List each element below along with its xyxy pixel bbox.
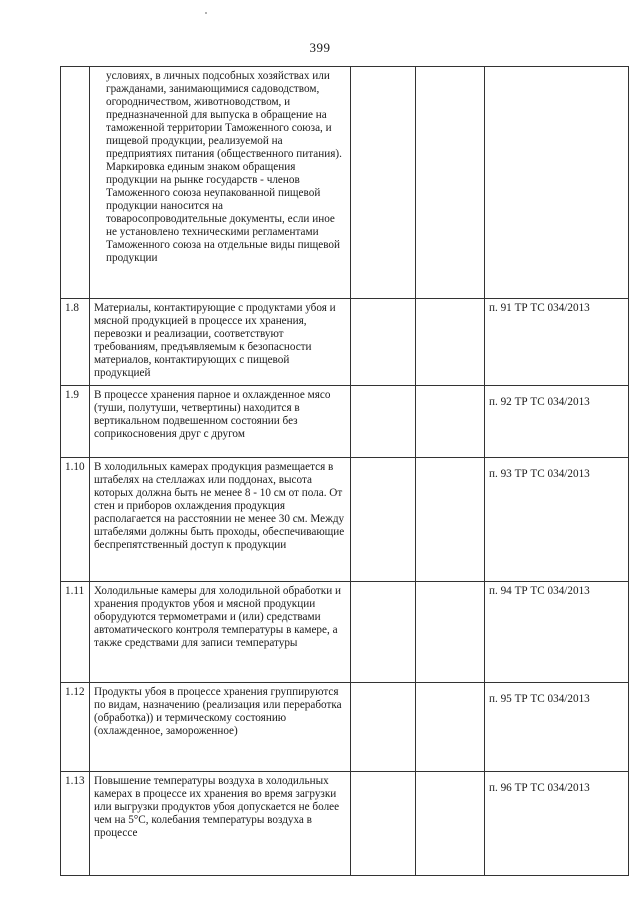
requirement-text: Продукты убоя в процессе хранения группируются по видам, назначению (реализация или переработка (обработка)) и термическому состоянию (охлажденное, замороженное) (90, 683, 351, 772)
table-row (61, 67, 629, 299)
answer-cell-yes (351, 683, 416, 772)
regulation-reference: п. 91 ТР ТС 034/2013 (485, 299, 629, 386)
answer-cell-no (416, 299, 485, 386)
requirement-text-continued: условиях, в личных подсобных хозяйствах или гражданами, занимающимися садоводством, огородничеством, животноводством, и предназначенной для выпуска в обращение на таможенной территории Таможенного союза, и пищевой продукции, реализуемой на предприятиях питания (общественного питания). Маркировка единым знаком обращения продукции на рынке государств - членов Таможенного союза неупакованной пищевой продукции наносится на товаросопроводительные документы, если иное не установлено техническими регламентами Таможенного союза на отдельные виды пищевой продукции (106, 70, 342, 264)
table-row (61, 772, 629, 876)
row-number: 1.13 (61, 772, 90, 876)
regulation-reference: п. 93 ТР ТС 034/2013 (485, 458, 629, 582)
scan-speck (205, 12, 207, 14)
answer-cell-yes (351, 67, 416, 299)
row-number: 1.10 (61, 458, 90, 582)
table-row (61, 386, 629, 458)
answer-cell-yes (351, 582, 416, 683)
table-row (61, 582, 629, 683)
regulation-reference: п. 94 ТР ТС 034/2013 (485, 582, 629, 683)
requirements-table (60, 66, 629, 876)
regulation-reference: п. 95 ТР ТС 034/2013 (485, 683, 629, 772)
requirement-text: В холодильных камерах продукция размещается в штабелях на стеллажах или поддонах, высота которых должна быть не менее 8 - 10 см от пола. От стен и приборов охлаждения продукция располагается на расстоянии не менее 30 см. Между штабелями должны быть проходы, обеспечивающие беспрепятственный доступ к продукции (90, 458, 351, 582)
table-row (61, 458, 629, 582)
page-number: 399 (309, 40, 331, 55)
requirement-text (90, 67, 351, 299)
answer-cell-yes (351, 458, 416, 582)
regulation-reference: п. 92 ТР ТС 034/2013 (485, 386, 629, 458)
requirement-text: Повышение температуры воздуха в холодильных камерах в процессе их хранения во время загрузки или выгрузки продуктов убоя допускается не более чем на 5°С, колебания температуры воздуха в процессе (90, 772, 351, 876)
answer-cell-yes (351, 772, 416, 876)
answer-cell-yes (351, 299, 416, 386)
answer-cell-no (416, 386, 485, 458)
answer-cell-no (416, 683, 485, 772)
answer-cell-no (416, 582, 485, 683)
requirement-text: Холодильные камеры для холодильной обработки и хранения продуктов убоя и мясной продукции оборудуются термометрами и (или) средствами автоматического контроля температуры в камере, а также средствами для записи температуры (90, 582, 351, 683)
answer-cell-no (416, 67, 485, 299)
answer-cell-yes (351, 386, 416, 458)
row-number (61, 67, 90, 299)
row-number: 1.11 (61, 582, 90, 683)
row-number: 1.8 (61, 299, 90, 386)
regulation-reference: п. 96 ТР ТС 034/2013 (485, 772, 629, 876)
regulation-reference (485, 67, 629, 299)
row-number: 1.12 (61, 683, 90, 772)
answer-cell-no (416, 772, 485, 876)
table-row (61, 683, 629, 772)
row-number: 1.9 (61, 386, 90, 458)
requirement-text: В процессе хранения парное и охлажденное мясо (туши, полутуши, четвертины) находится в вертикальном подвешенном состоянии без соприкосновения друг с другом (90, 386, 351, 458)
requirement-text: Материалы, контактирующие с продуктами убоя и мясной продукцией в процессе их хранения, перевозки и реализации, соответствуют требованиям, предъявляемым к безопасности материалов, контактирующих с пищевой продукцией (90, 299, 351, 386)
table-row (61, 299, 629, 386)
answer-cell-no (416, 458, 485, 582)
